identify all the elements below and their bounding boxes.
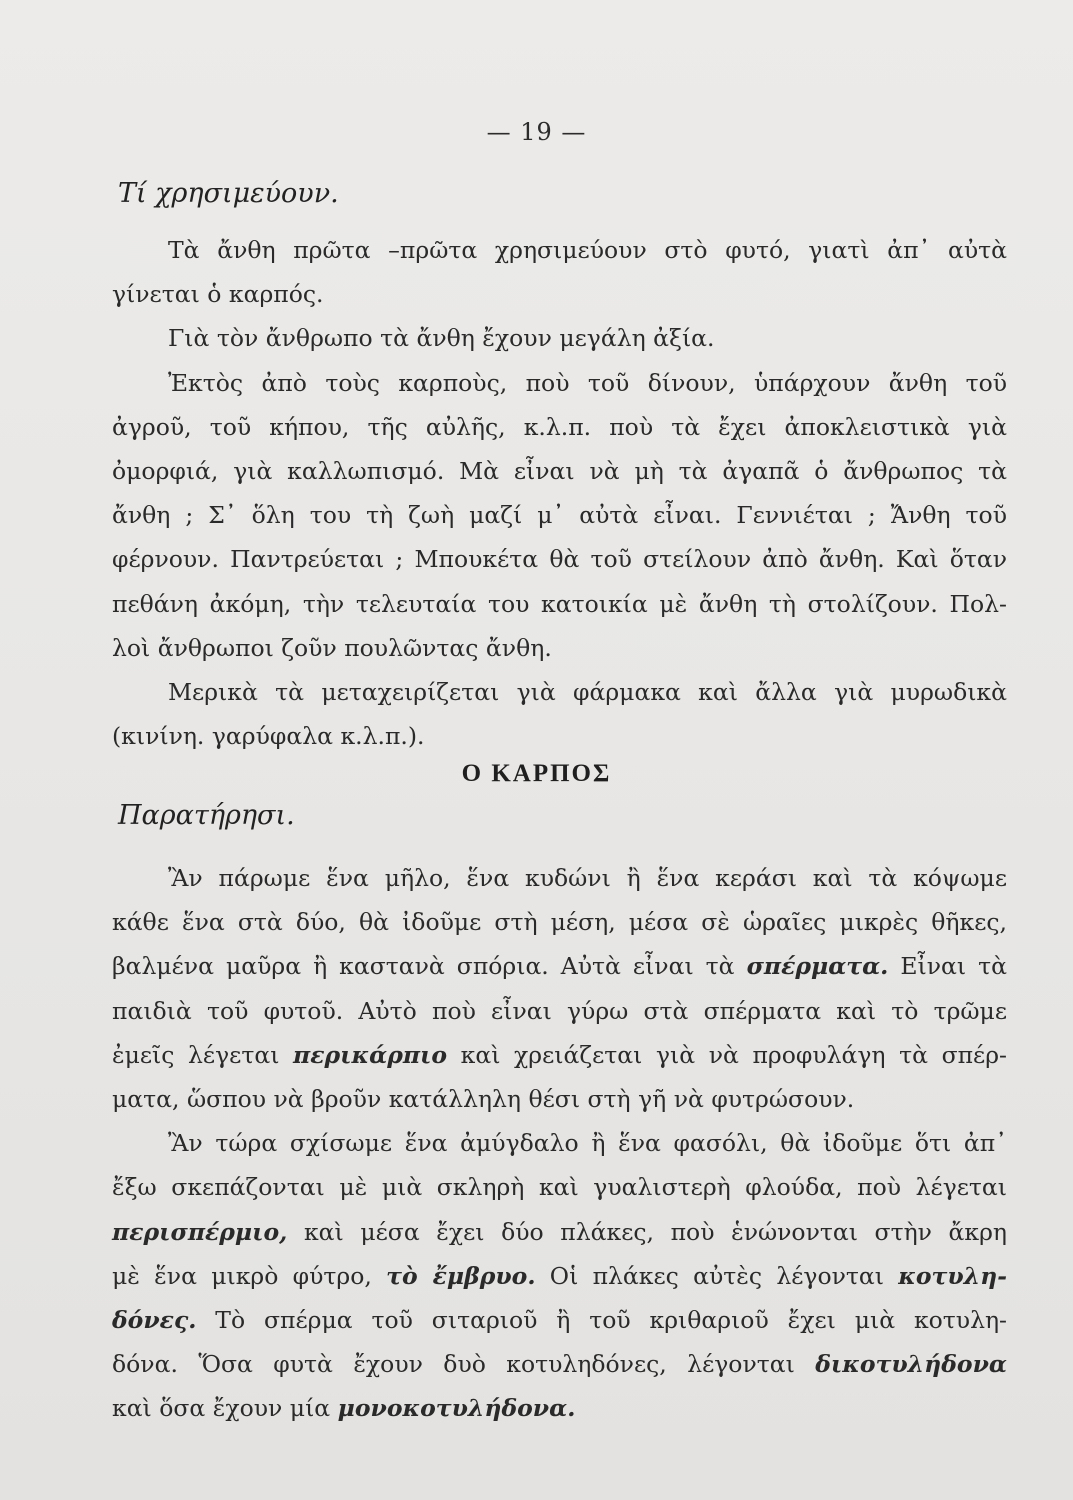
text-segment: Εἶναι τὰ [888, 952, 1007, 981]
text-line: ἀγροῦ, τοῦ κήπου, τῆς αὐλῆς, κ.λ.π. ποὺ τὰ ἔχει ἀποκλειστικὰ γιὰ [112, 412, 1007, 441]
emphasized-term: περικάρπιο [293, 1040, 448, 1069]
text-line: Γιὰ τὸν ἄνθρωπο τὰ ἄνθη ἔχουν μεγάλη ἀξία. [168, 324, 715, 353]
text-line [112, 1210, 1007, 1254]
text-segment: βαλμένα μαῦρα ἢ καστανὰ σπόρια. Αὐτὰ εἶναι τὰ [112, 952, 747, 981]
emphasized-term: δικοτυλήδονα [815, 1350, 1007, 1379]
text-line: Τὰ ἄνθη πρῶτα –πρῶτα χρησιμεύουν στὸ φυτό, γιατὶ ἀπ᾽ αὐτὰ [168, 236, 1007, 264]
emphasized-term: κοτυλη- [898, 1261, 1007, 1290]
text-line [168, 856, 1007, 900]
text-segment: παιδιὰ τοῦ φυτοῦ. Αὐτὸ ποὺ εἶναι γύρω στὰ σπέρματα καὶ τὸ τρῶμε [112, 996, 1007, 1025]
text-segment: Τὸ σπέρμα τοῦ σιταριοῦ ἢ τοῦ κριθαριοῦ ἔχει μιὰ κοτυλη- [196, 1306, 1007, 1334]
text-segment: ματα, ὥσπου νὰ βροῦν κατάλληλη θέσι στὴ γῆ νὰ φυτρώσουν. [112, 1085, 855, 1113]
emphasized-term: δόνες. [112, 1306, 197, 1334]
text-line [112, 900, 1007, 944]
text-line [112, 989, 1007, 1033]
text-line [112, 1254, 1007, 1298]
emphasized-term: σπέρματα. [746, 952, 889, 981]
emphasized-term: περισπέρμιο, [112, 1217, 288, 1246]
section-heading-uses: Τί χρησιμεύουν. [118, 178, 339, 209]
text-line: φέρνουν. Παντρεύεται ; Μπουκέτα θὰ τοῦ στείλουν ἀπὸ ἄνθη. Καὶ ὅταν [112, 545, 1007, 574]
text-segment: ἔξω σκεπάζονται μὲ μιὰ σκληρὴ καὶ γυαλιστερὴ φλούδα, ποὺ λέγεται [112, 1173, 1007, 1202]
text-segment: ἐμεῖς λέγεται [112, 1040, 294, 1069]
text-segment: Ἂν τώρα σχίσωμε ἕνα ἀμύγδαλο ἢ ἕνα φασόλι, θὰ ἰδοῦμε ὅτι ἀπ᾽ [168, 1129, 1007, 1158]
section-heading-observation: Παρατήρησι. [118, 800, 295, 831]
text-line [112, 1165, 1007, 1209]
text-line [112, 1298, 1007, 1342]
text-line [112, 944, 1007, 988]
text-line: (κινίνη. γαρύφαλα κ.λ.π.). [112, 722, 425, 751]
text-segment: Ἂν πάρωμε ἕνα μῆλο, ἕνα κυδώνι ἢ ἕνα κεράσι καὶ τὰ κόψωμε [168, 864, 1007, 892]
page-number: — 19 — [486, 118, 587, 146]
text-segment: Οἱ πλάκες αὐτὲς λέγονται [535, 1261, 899, 1290]
text-line: ὀμορφιά, γιὰ καλλωπισμό. Μὰ εἶναι νὰ μὴ τὰ ἀγαπᾶ ὁ ἄνθρωπος τὰ [112, 457, 1007, 485]
text-line [168, 1121, 1007, 1165]
text-line [112, 1386, 1007, 1430]
text-segment: μὲ ἕνα μικρὸ φύτρο, [112, 1261, 387, 1290]
text-line: ἄνθη ; Σ᾽ ὅλη του τὴ ζωὴ μαζί μ᾽ αὐτὰ εἶναι. Γεννιέται ; Ἄνθη τοῦ [112, 501, 1007, 530]
text-line [112, 1077, 1007, 1121]
text-segment: καὶ μέσα ἔχει δύο πλάκες, ποὺ ἑνώνονται στὴν ἄκρη [287, 1217, 1007, 1246]
chapter-title: Ο ΚΑΡΠΟΣ [461, 760, 612, 787]
text-line [112, 1033, 1007, 1077]
text-segment: κάθε ἕνα στὰ δύο, θὰ ἰδοῦμε στὴ μέση, μέσα σὲ ὡραῖες μικρὲς θῆκες, [112, 908, 1007, 937]
emphasized-term: τὸ ἔμβρυο. [386, 1261, 536, 1290]
text-line: λοὶ ἄνθρωποι ζοῦν πουλῶντας ἄνθη. [112, 633, 552, 662]
text-line: Ἐκτὸς ἀπὸ τοὺς καρποὺς, ποὺ τοῦ δίνουν, ὑπάρχουν ἄνθη τοῦ [168, 368, 1007, 397]
text-line: πεθάνη ἀκόμη, τὴν τελευταία του κατοικία μὲ ἄνθη τὴ στολίζουν. Πολ- [112, 589, 1007, 618]
text-line: Μερικὰ τὰ μεταχειρίζεται γιὰ φάρμακα καὶ ἄλλα γιὰ μυρωδικὰ [168, 678, 1007, 706]
text-line: γίνεται ὁ καρπός. [112, 280, 324, 309]
text-line [112, 1342, 1007, 1386]
text-segment: καὶ ὅσα ἔχουν μία [112, 1394, 338, 1423]
emphasized-term: μονοκοτυλήδονα. [337, 1394, 576, 1423]
text-segment: καὶ χρειάζεται γιὰ νὰ προφυλάγη τὰ σπέρ- [447, 1040, 1007, 1069]
text-segment: δόνα. Ὅσα φυτὰ ἔχουν δυὸ κοτυληδόνες, λέγονται [112, 1350, 816, 1379]
